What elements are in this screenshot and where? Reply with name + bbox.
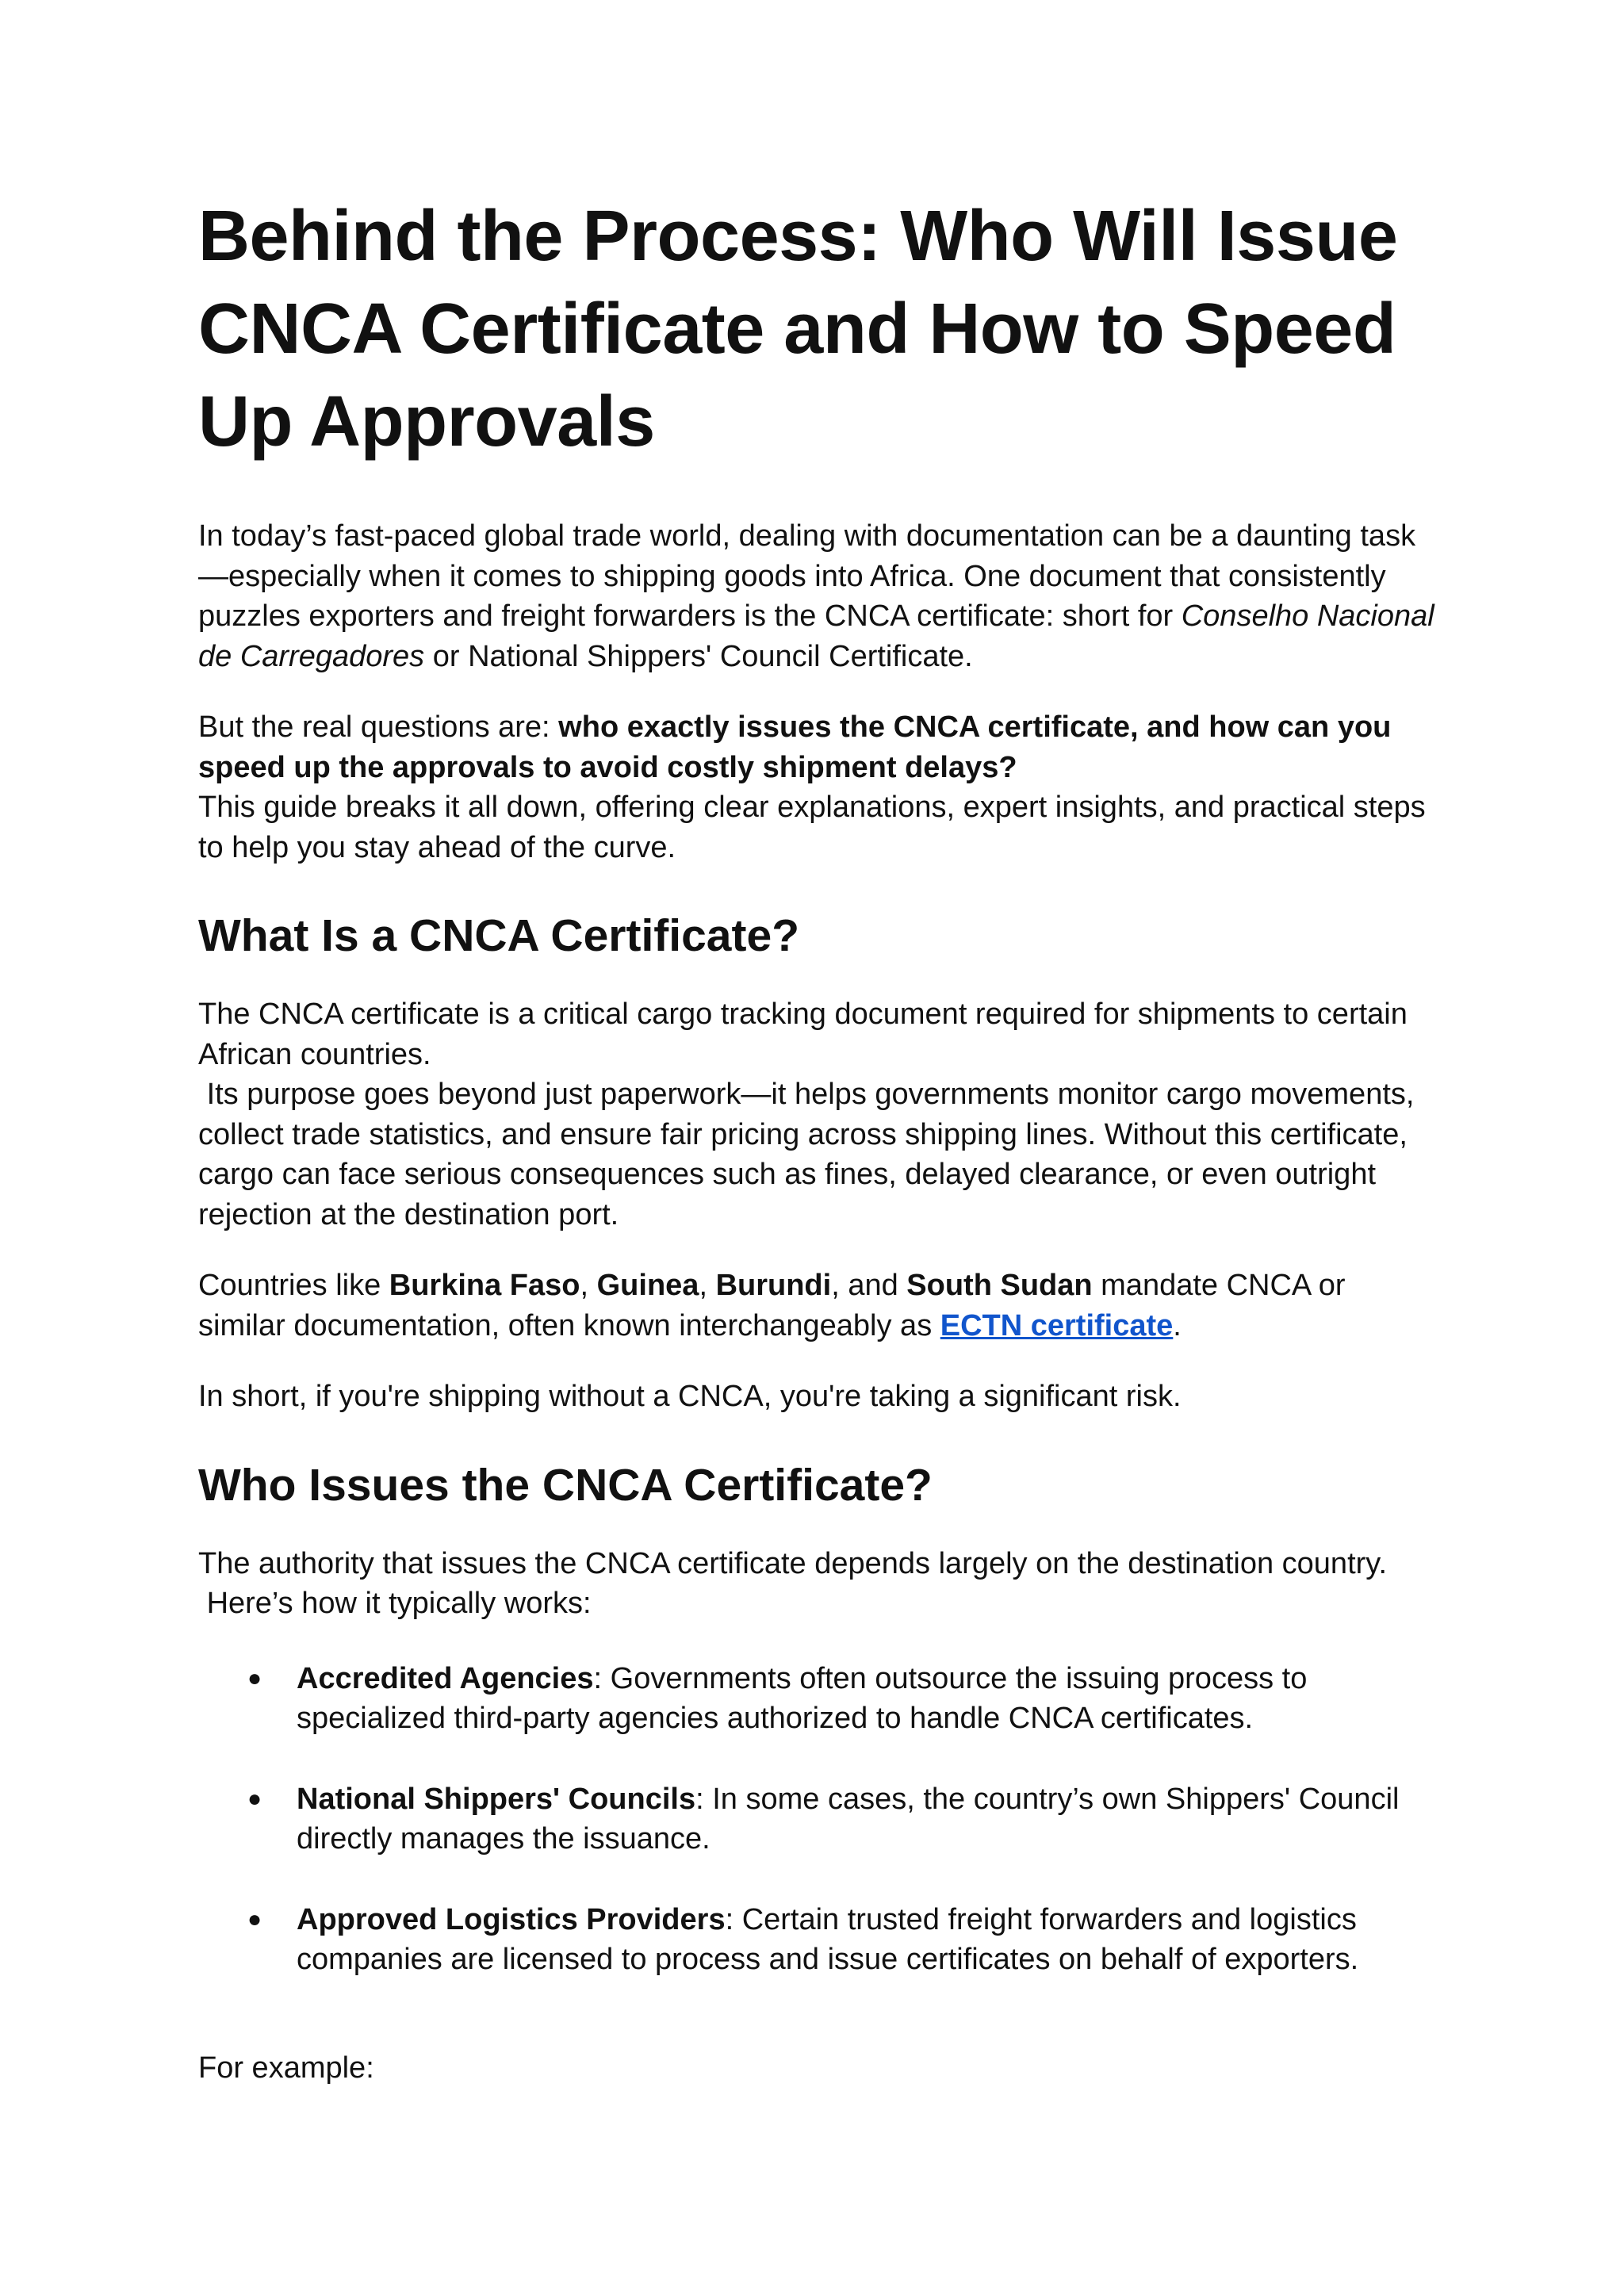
list-item-term: Accredited Agencies: [297, 1661, 594, 1695]
list-item-text: : Certain trusted freight forwarders and logistics companies are licensed to process and issue certificates on behalf of exporters.: [297, 1902, 1359, 1976]
section-heading-who-issues: Who Issues the CNCA Certificate?: [198, 1459, 933, 1511]
document-page: [198, 190, 1435, 2088]
bullet-icon: ●: [247, 1664, 262, 1691]
section2-paragraph-1: [198, 1544, 1435, 1624]
intro-text-end: or National Shippers' Council Certificate.: [424, 639, 973, 673]
section1-paragraph-3: In short, if you're shipping without a CNCA, you're taking a significant risk.: [198, 1380, 1182, 1413]
issuers-list: [198, 1659, 1435, 1980]
ectn-certificate-link[interactable]: ECTN certificate: [940, 1308, 1174, 1342]
bullet-icon: ●: [247, 1905, 262, 1932]
separator: , and: [831, 1269, 907, 1302]
section1-p1-line1: The CNCA certificate is a critical cargo tracking document required for shipments to certain African countries.: [198, 998, 1408, 1071]
list-item-term: National Shippers' Councils: [297, 1782, 696, 1816]
intro-text: In today’s fast-paced global trade world, dealing with documentation can be a daunting task—especially when it comes to shipping goods into Africa. One document that consistently puzzles exporters and freight forwarders is the CNCA certificate: short for: [198, 519, 1416, 633]
country-burundi: Burundi: [715, 1269, 832, 1302]
country-south-sudan: South Sudan: [906, 1269, 1093, 1302]
list-item-text: : In some cases, the country’s own Shippers' Council directly manages the issuance.: [297, 1782, 1400, 1855]
section2-p1-line1: The authority that issues the CNCA certificate depends largely on the destination country.: [198, 1546, 1388, 1580]
bullet-icon: ●: [247, 1785, 262, 1812]
list-item-accredited-agencies: [198, 1659, 1435, 1739]
list-item-national-shippers-councils: [198, 1779, 1435, 1859]
section-heading-what-is: What Is a CNCA Certificate?: [198, 910, 800, 961]
intro-question-lead: But the real questions are:: [198, 710, 559, 744]
document-title: Behind the Process: Who Will Issue CNCA Certificate and How to Speed Up Approvals: [198, 197, 1398, 461]
list-item-approved-logistics-providers: [198, 1900, 1435, 1980]
intro-guide-text: This guide breaks it all down, offering clear explanations, expert insights, and practical steps to help you stay ahead of the curve.: [198, 791, 1426, 864]
list-item-text: : Governments often outsource the issuing process to specialized third-party agencies authorized to handle CNCA certificates.: [297, 1661, 1308, 1735]
country-guinea: Guinea: [596, 1269, 699, 1302]
country-burkina-faso: Burkina Faso: [389, 1269, 580, 1302]
intro-italic-term: Conselho Nacional de Carregadores: [198, 599, 1434, 673]
separator: ,: [699, 1269, 716, 1302]
for-example-text: For example:: [198, 2051, 374, 2085]
section1-paragraph-1: [198, 994, 1435, 1235]
period: .: [1173, 1308, 1182, 1342]
countries-text: mandate CNCA or similar documentation, often known interchangeably as: [198, 1269, 1346, 1342]
section1-p1-line2: Its purpose goes beyond just paperwork—it helps governments monitor cargo movements, collect trade statistics, and ensure fair pricing across shipping lines. Without this certificate, cargo can face serious consequences such as fines, delayed clearance, or even outright rejection at the destination port.: [198, 1078, 1423, 1231]
section2-p1-line2: Here’s how it typically works:: [198, 1587, 592, 1620]
intro-question-bold: who exactly issues the CNCA certificate, and how can you speed up the approvals to avoid costly shipment delays?: [198, 710, 1392, 784]
intro-paragraph-2: [198, 707, 1435, 867]
intro-paragraph-1: [198, 516, 1435, 676]
section1-paragraph-2: [198, 1266, 1435, 1346]
separator: ,: [580, 1269, 597, 1302]
countries-lead: Countries like: [198, 1269, 389, 1302]
list-item-term: Approved Logistics Providers: [297, 1902, 726, 1936]
